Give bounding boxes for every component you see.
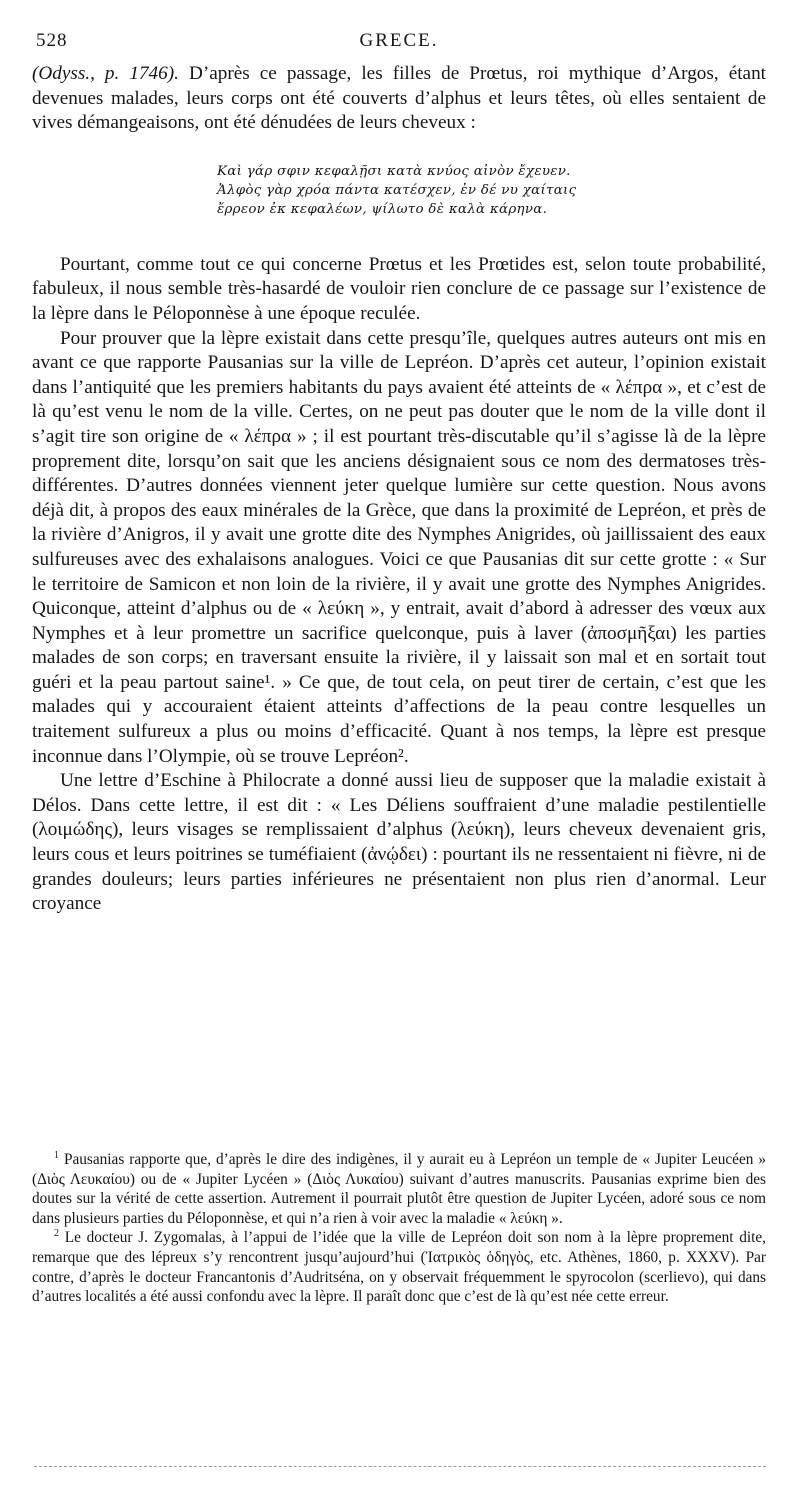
footnotes (32, 1150, 766, 1307)
paragraph-delos: Une lettre d’Eschine à Philocrate a donné aussi lieu de supposer que la maladie existait à Délos. Dans cette lettre, il est dit : « Les Déliens souffraient d’une maladie pestilentielle (λοιμώδης), leurs visages se remplissaient d’alphus (λεύκη), leurs cheveux devenaient gris, leurs cous et leurs poitrines se tuméfiaient (ἀνῴδει) : pourtant ils ne ressentaient ni fièvre, ni de grandes douleurs; leurs parties inférieures ne présentaient non plus rien d’anormal. Leur croyance (32, 770, 766, 915)
footnote-2 (32, 1228, 766, 1306)
quote-line: Ἀλφὸς γὰρ χρόα πάντα κατέσχεν, ἐν δέ νυ χαίταις (217, 182, 577, 198)
running-title: GRECE. (359, 30, 439, 51)
main-text (32, 62, 766, 917)
footnote-text: Pausanias rapporte que, d’après le dire des indigènes, il y aurait eu à Lepréon un temple de « Jupiter Leucéen » (Διὸς Λευκαίου) ou de « Jupiter Lycéen » (Διὸς Λυκαίου) suivant d’autres manuscrits. Pausanias exprime bien des doutes sur la vérité de cette assertion. Autrement il pourrait plutôt être question de Jupiter Lycéen, adoré sous ce nom dans plusieurs parties du Péloponnèse, et qui n’a rien à voir avec la maladie « λεύκη ». (32, 1151, 766, 1227)
intro-text: D’après ce passage, les filles de Prœtus, roi mythique d’Argos, étant devenues malades, leurs corps ont été couverts d’alphus et leurs têtes, où elles sentaient de vives démangeaisons, ont été dénudées de leurs cheveux : (32, 63, 766, 134)
source-reference: (Odyss., p. 1746). (32, 63, 179, 84)
bottom-rule (34, 1466, 766, 1467)
paragraph-proetides: Pourtant, comme tout ce qui concerne Prœtus et les Prœtides est, selon toute probabilité, fabuleux, il nous semble très-hasardé de vouloir rien conclure de ce passage sur l’existence de la lèpre dans le Péloponnèse à une époque reculée. (32, 253, 766, 324)
page-header (32, 30, 766, 56)
quote-line: ἔρρεον ἐκ κεφαλέων, ψίλωτο δὲ καλὰ κάρηνα. (217, 201, 548, 217)
footnote-marker: 1 (54, 1149, 59, 1161)
quote-line: Καὶ γάρ σφιν κεφαλῇσι κατὰ κνύος αἰνὸν ἔχευεν. (217, 163, 571, 179)
greek-quotation (217, 162, 766, 219)
page-number: 528 (36, 30, 68, 51)
paragraph-lepreon: Pour prouver que la lèpre existait dans cette presqu’île, quelques autres auteurs ont mis en avant ce que rapporte Pausanias sur la ville de Lepréon. D’après cet auteur, l’opinion existait dans l’antiquité que les premiers habitants du pays avaient été atteints de « λέπρα », et c’est de là qu’est venu le nom de la ville. Certes, on ne peut pas douter que le nom de la ville dont il s’agit tire son origine de « λέπρα » ; il est pourtant très-discutable qu’il s’agisse là de la lèpre proprement dite, lorsqu’on sait que les anciens désignaient sous ce nom des dermatoses très-différentes. D’autres données viennent jeter quelque lumière sur cette question. Nous avons déjà dit, à propos des eaux minérales de la Grèce, que dans la proximité de Lepréon, et près de la rivière d’Anigros, il y avait une grotte dite des Nymphes Anigrides, où jaillissaient des eaux sulfureuses avec des exhalaisons analogues. Voici ce que Pausanias dit sur cette grotte : « Sur le territoire de Samicon et non loin de la rivière, il y avait une grotte des Nymphes Anigrides. Quiconque, atteint d’alphus ou de « λεύκη », y entrait, avait d’abord à adresser des vœux aux Nymphes et à leur promettre un sacrifice quelconque, puis à laver (ἀποσμῆξαι) les parties malades de son corps; en traversant ensuite la rivière, il y laissait son mal et en sortait tout guéri et la peau partout saine¹. » Ce que, de tout cela, on peut tirer de certain, c’est que les malades qui y accouraient étaient atteints d’affections de la peau contre lesquelles un traitement sulfureux a plus ou moins d’efficacité. Quant à nos temps, la lèpre est presque inconnue dans l’Olympie, où se trouve Lepréon². (32, 327, 766, 767)
footnote-marker: 2 (54, 1228, 59, 1240)
footnote-text: Le docteur J. Zygomalas, à l’appui de l’idée que la ville de Lepréon doit son nom à la lèpre proprement dite, remarque que des lépreux s’y rencontrent jusqu’aujourd’hui (Ἰατρικὸς ὁδηγὸς, etc. Athènes, 1860, p. XXXV). Par contre, d’après le docteur Francantonis d’Audritséna, on y observait fréquemment le spyrocolon (scerlievo), qui dans d’autres localités a été aussi confondu avec la lèpre. Il paraît donc que c’est de là qu’est née cette erreur. (32, 1229, 766, 1306)
intro-paragraph (32, 62, 766, 136)
footnote-1 (32, 1150, 766, 1228)
